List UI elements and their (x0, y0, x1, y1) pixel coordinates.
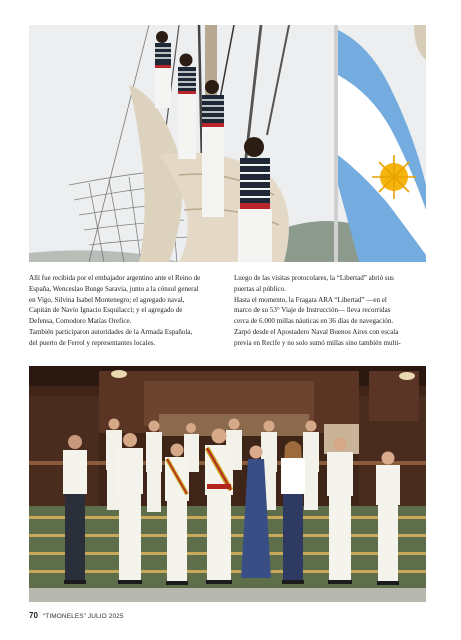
paragraph-line: Zarpó desde el Apostadero Naval Buenos Aires con escala (234, 327, 399, 336)
paragraph-line: cerca de 6.000 millas náuticas en 36 días de navegación. (234, 317, 394, 325)
paragraph-line: del puerto de Ferrol y representantes locales. (29, 338, 156, 347)
paragraph-line: en Vigo, Silvina Isabel Montenegro; el agregado naval, (29, 295, 185, 304)
page-footer (29, 611, 124, 620)
magazine-issue: “TIMONELES” JULIO 2025 (43, 613, 124, 620)
page-number: 70 (29, 611, 39, 620)
paragraph-line: Capitán de Navío Ignacio Esquilacci; y el agregado de (29, 306, 183, 315)
paragraph-line: marco de su 53° Viaje de Instrucción— lleva recorridas (234, 306, 391, 315)
photo-group-officers (29, 366, 426, 602)
paragraph-line: Defensa, Comodoro Matías Orefice. (29, 317, 132, 325)
paragraph-line: Hasta el momento, la Fragata ARA “Libertad” —en el (234, 295, 387, 304)
photo-group-officers-art (29, 366, 426, 602)
paragraph-line: También participaron autoridades de la Armada Española, (29, 327, 193, 336)
paragraph-line: Allí fue recibida por el embajador argentino ante el Reino de (29, 274, 201, 282)
paragraph-line: puertas al público. (234, 284, 286, 293)
paragraph-line: previa en Recife y no solo sumó millas sino también multi- (234, 338, 401, 347)
photo-sailors-on-mast (29, 25, 426, 262)
article-column-right (234, 273, 430, 348)
paragraph-line: Luego de las visitas protocolares, la “Libertad” abrió sus (234, 274, 394, 282)
article-column-left (29, 273, 225, 348)
paragraph-line: España, Wenceslao Bunge Saravia, junto a la cónsul general (29, 284, 199, 293)
article-body (29, 273, 428, 349)
photo-sailors-on-mast-art (29, 25, 426, 262)
